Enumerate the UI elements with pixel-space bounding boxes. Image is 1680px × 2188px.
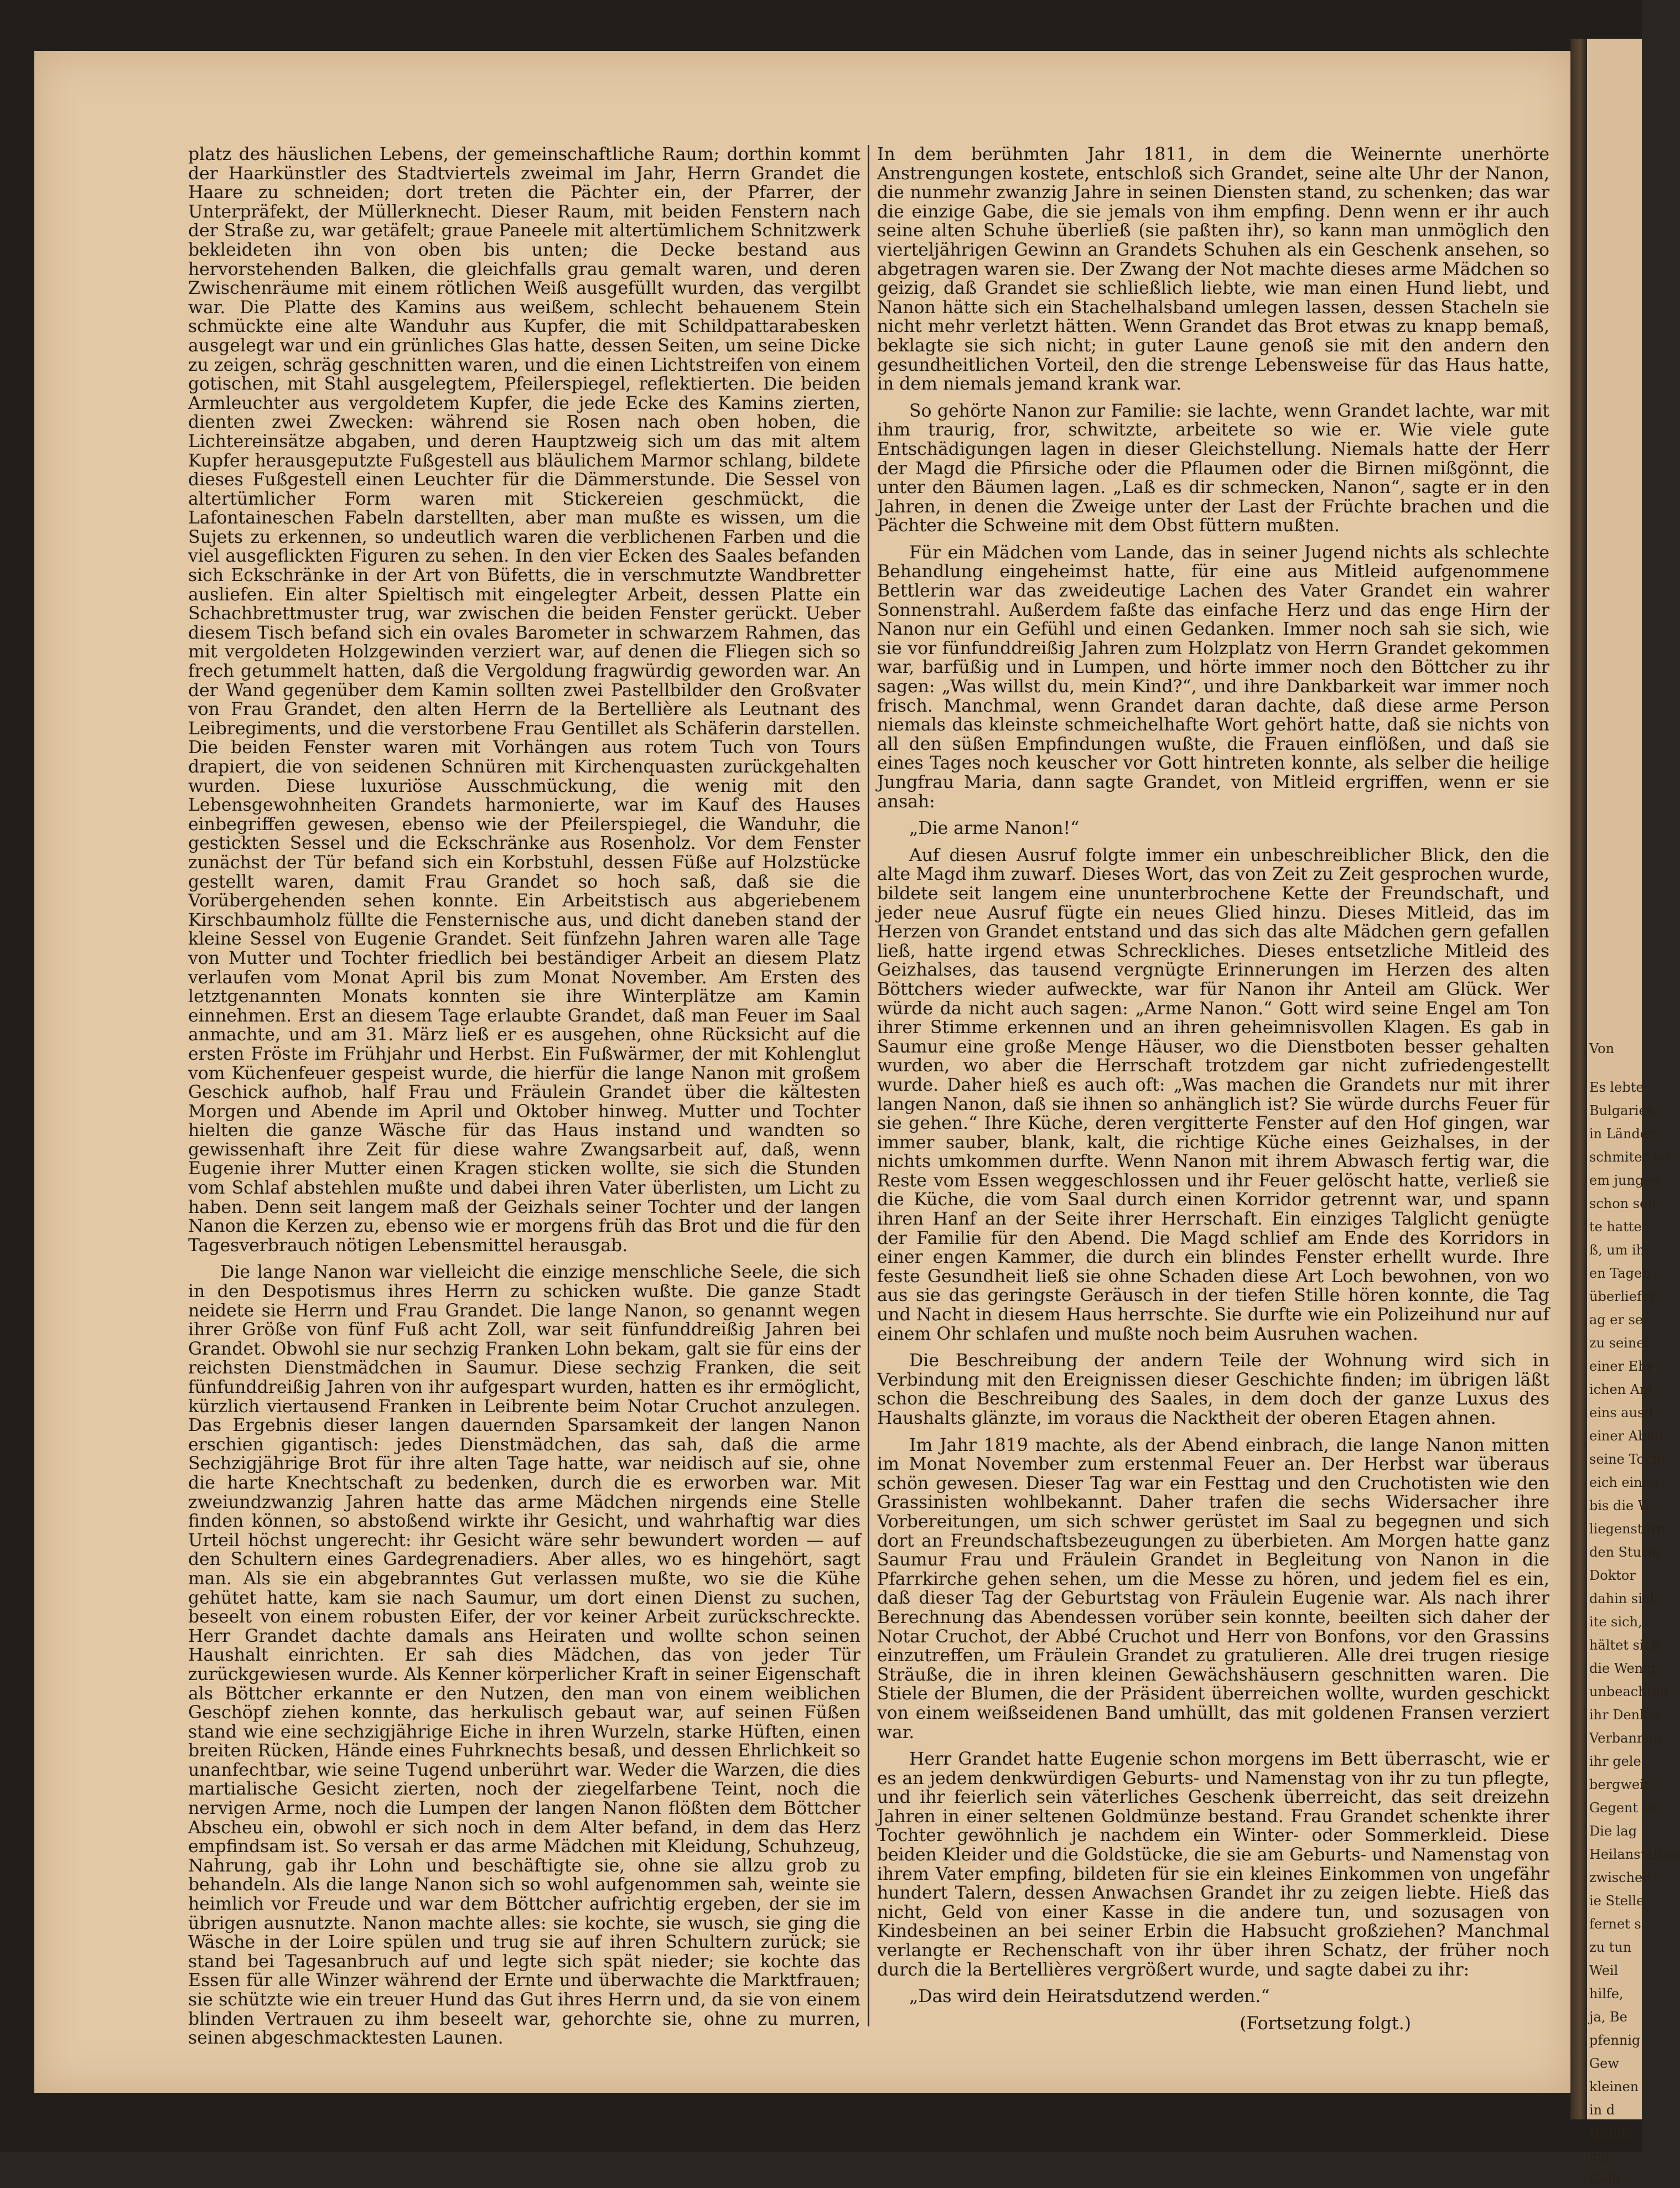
adjacent-page-fragment: ihr gele (1589, 1754, 1641, 1769)
paragraph: Im Jahr 1819 machte, als der Abend einbrach, die lange Nanon mitten im Monat November zum erstenmal Feuer an. Der Herbst war überaus schön gewesen. Dieser Tag war ein Festtag und den Cruchotisten wie den Grassinisten wohlbekannt. Daher trafen die sechs Widersacher ihre Vorbereitungen, um sich schwer gerüstet im Saal zu begegnen und sich dort an Freundschaftsbezeugungen zu überbieten. Am Morgen hatte ganz Saumur Frau und Fräulein Grandet in Begleitung von Nanon in die Pfarrkirche gehen sehen, um die Messe zu hören, und jedem fiel es ein, daß dieser Tag der Geburtstag von Fräulein Eugenie war. Als nach ihrer Berechnung das Abendessen vorüber sein konnte, beeilten sich daher der Notar Cruchot, der Abbé Cruchot und Herr von Bonfons, vor den Grassins einzutreffen, um Fräulein Grandet zu gratulieren. Alle drei trugen riesige Sträuße, die in ihren kleinen Gewächshäusern geschnitten waren. Die Stiele der Blumen, die der Präsident überreichen wollte, wurden geschickt von einem weißseidenen Band umhüllt, das mit goldenen Fransen verziert war. (877, 1435, 1549, 1743)
adjacent-page-fragment: bis die W (1589, 1498, 1652, 1513)
paragraph: Auf diesen Ausruf folgte immer ein unbeschreiblicher Blick, den die alte Magd ihm zuwarf. Dieses Wort, das von Zeit zu Zeit gesprochen wurde, bildete seit langem eine ununterbrochene Kette der Freundschaft, und jeder neue Ausruf fügte ein neues Glied hinzu. Dieses Mitleid, das im Herzen von Grandet entstand und das sich das alte Mädchen gern gefallen ließ, hatte irgend etwas Schreckliches. Dieses entsetzliche Mitleid des Geizhalses, das tausend vergnügte Erinnerungen im Herzen des alten Böttchers wieder aufweckte, war für Nanon ihr Anteil am Glück. Wer würde da nicht auch sagen: „Arme Nanon.“ Gott wird seine Engel am Ton ihrer Stimme erkennen und an ihren geheimnisvollen Klagen. Es gab in Saumur eine große Menge Häuser, wo die Dienstboten besser gehalten wurden, wo aber die Herrschaft trotzdem gar nicht zufriedengestellt wurde. Daher hieß es auch oft: „Was machen die Grandets nur mit ihrer langen Nanon, daß sie ihnen so anhänglich ist? Sie würde durchs Feuer für sie gehen.“ Ihre Küche, deren vergitterte Fenster auf den Hof gingen, war immer sauber, blank, kalt, die richtige Küche eines Geizhalses, in der nichts umkommen durfte. Wenn Nanon mit ihrem Abwasch fertig war, die Reste vom Essen weggeschlossen und ihr Feuer gelöscht hatte, verließ sie die Küche, die vom Saal durch einen Korridor getrennt war, und spann ihren Hanf an der Seite ihrer Herrschaft. Ein einziges Talglicht genügte der Familie für den Abend. Die Magd schlief am Ende des Korridors in einer engen Kammer, die durch ein blindes Fenster erhellt wurde. Ihre feste Gesundheit ließ sie ohne Schaden diese Art Loch bewohnen, von wo aus sie das geringste Geräusch in der tiefen Stille hören konnte, die Tag und Nacht in diesem Haus herrschte. Sie durfte wie ein Polizeihund nur auf einem Ohr schlafen und mußte noch beim Ausruhen wachen. (877, 845, 1549, 1344)
adjacent-page-fragment: ie Stelle (1589, 1893, 1645, 1909)
adjacent-page-fragment: ite sich, (1589, 1614, 1642, 1630)
quote-line: „Das wird dein Heiratsdutzend werden.“ (909, 1987, 1270, 2007)
adjacent-page-fragment: Es lebte (1589, 1080, 1644, 1095)
adjacent-page-fragment: ß, um ih (1589, 1242, 1645, 1258)
adjacent-page-fragment: eins ausfi (1589, 1405, 1653, 1420)
paragraph: Herr Grandet hatte Eugenie schon morgens im Bett überrascht, wie er es an jedem denkwürdigen Geburts- und Namenstag von ihr zu tun pflegte, und ihr feierlich sein väterliches Geschenk überreicht, das seit dreizehn Jahren in einer seltenen Goldmünze bestand. Frau Grandet schenkte ihrer Tochter gewöhnlich je nachdem ein Winter- oder Sommerkleid. Diese beiden Kleider und die Goldstücke, die sie am Geburts- und Namenstag von ihrem Vater empfing, bildeten für sie ein kleines Einkommen von ungefähr hundert Talern, dessen Anwachsen Grandet ihr zu zeigen liebte. Hieß das nicht, Geld von einer Kasse in die andere tun, und sozusagen von Kindesbeinen an bei seiner Erbin die Habsucht großziehen? Manchmal verlangte er Rechenschaft von ihr über ihren Schatz, der früher noch durch die la Bertellières vergrößert wurde, und sagte dabei zu ihr: (877, 1749, 1549, 1980)
paragraph: So gehörte Nanon zur Familie: sie lachte, wenn Grandet lachte, war mit ihm traurig, fror, schwitzte, arbeitete so wie er. Wie viele gute Entschädigungen lagen in dieser Gleichstellung. Niemals hatte der Herr der Magd die Pfirsiche oder die Pflaumen oder die Birnen mißgönnt, die unter den Bäumen lagen. „Laß es dir schmecken, Nanon“, sagte er in den Jahren, in denen die Zweige unter der Last der Früchte brachen und die Pächter die Schweine mit dem Obst füttern mußten. (877, 401, 1549, 536)
adjacent-page-fragment: den Sturm (1589, 1544, 1661, 1560)
adjacent-page-fragment: Bulgarien (1589, 1103, 1656, 1118)
adjacent-page-fragment: schmiter no (1589, 1149, 1669, 1165)
adjacent-page-fragment: seine Tocht (1589, 1451, 1666, 1467)
adjacent-page-fragment: pfennig (1589, 2033, 1641, 2048)
adjacent-page-fragment: die Wenig (1589, 1661, 1656, 1676)
adjacent-page-fragment: Gegent es (1589, 1800, 1657, 1816)
adjacent-page-fragment: Die lag (1589, 1823, 1637, 1839)
adjacent-page-fragment: unbeachten (1589, 1684, 1668, 1699)
adjacent-page-fragment: fernet s (1589, 1916, 1641, 1932)
adjacent-page-strip (1587, 39, 1680, 2187)
adjacent-page-fragment: kleinen (1589, 2079, 1639, 2094)
adjacent-page-fragment: ja, Be (1589, 2009, 1627, 2025)
adjacent-page-fragment: liegenstern (1589, 1521, 1666, 1537)
adjacent-page-fragment: zu tun (1589, 1940, 1632, 1955)
paragraph: Die lange Nanon war vielleicht die einzige menschliche Seele, die sich in den Despotismus ihres Herrn zu schicken wußte. Die ganze Stadt neidete sie Herrn und Frau Grandet. Die lange Nanon, so genannt wegen ihrer Größe von fünf Fuß acht Zoll, war seit fünfunddreißig Jahren bei Grandet. Obwohl sie nur sechzig Franken Lohn bekam, galt sie für eins der reichsten Dienstmädchen in Saumur. Diese sechzig Franken, die seit fünfunddreißig Jahren von ihr aufgespart wurden, hatten es ihr ermöglicht, kürzlich viertausend Franken in Leibrente beim Notar Cruchot anzulegen. Das Ergebnis dieser langen dauernden Sparsamkeit der langen Nanon erschien gigantisch: jedes Dienstmädchen, das sah, daß die arme Sechzigjährige Brot für ihre alten Tage hatte, war neidisch auf sie, ohne die harte Knechtschaft zu bedenken, durch die es erworben war. Mit zweiundzwanzig Jahren hatte das arme Mädchen nirgends eine Stelle finden können, so abstoßend wirkte ihr Gesicht, und wahrhaftig war dies Urteil höchst ungerecht: ihr Gesicht wäre sehr bewundert worden — auf den Schultern eines Gardegrenadiers. Aber alles, wo es hingehört, sagt man. Als sie ein abgebranntes Gut verlassen mußte, wo sie die Kühe gehütet hatte, kam sie nach Saumur, um dort einen Dienst zu suchen, beseelt von einem robusten Eifer, der vor keiner Arbeit zurückschreckte. Herr Grandet dachte damals ans Heiraten und wollte schon seinen Haushalt einrichten. Er sah dies Mädchen, das von jeder Tür zurückgewiesen wurde. Als Kenner körperlicher Kraft in seiner Eigenschaft als Böttcher erkannte er den Nutzen, den man von einem weiblichen Geschöpf ziehen konnte, das herkulisch gebaut war, auf seinen Füßen stand wie eine sechzigjährige Eiche in ihren Wurzeln, starke Hüften, einen breiten Rücken, Hände eines Fuhrknechts besaß, und dessen Ehrlichkeit so unanfechtbar, wie seine Tugend unberührt war. Weder die Warzen, die dies martialische Gesicht zierten, noch der ziegelfarbene Teint, noch die nervigen Arme, noch die Lumpen der langen Nanon flößten dem Böttcher Abscheu ein, obwohl er sich noch in dem Alter befand, in dem das Herz empfindsam ist. So versah er das arme Mädchen mit Kleidung, Schuhzeug, Nahrung, gab ihr Lohn und beschäftigte sie, ohne sie allzu grob zu behandeln. Als die lange Nanon sich so wohl aufgenommen sah, weinte sie heimlich vor Freude und war dem Böttcher aufrichtig ergeben, der sie im übrigen ausnutzte. Nanon machte alles: sie kochte, sie wusch, sie ging die Wäsche in der Loire spülen und trug sie auf ihren Schultern zurück; sie stand bei Tagesanbruch auf und legte sich spät nieder; sie kochte das Essen für alle Winzer während der Ernte und überwachte die Marktfrauen; sie schützte wie ein treuer Hund das Gut ihres Herrn und, da sie von einem blinden Vertrauen zu ihm beseelt war, gehorchte sie, ohne zu murren, seinen abgeschmacktesten Launen. (188, 1262, 860, 2049)
adjacent-page-fragment: bergwein (1589, 1777, 1653, 1792)
adjacent-page-fragment: Verbannen (1589, 1730, 1662, 1746)
adjacent-page-fragment: Gew (1589, 2056, 1619, 2071)
adjacent-page-fragment: einer Abler (1589, 1428, 1665, 1444)
adjacent-page-fragment: Hände (1589, 2125, 1634, 2141)
adjacent-page-fragment: Von (1589, 1041, 1615, 1056)
adjacent-page-fragment: in Länder (1589, 1126, 1655, 1142)
adjacent-page-fragment: ihr Denker (1589, 1707, 1662, 1723)
page-gutter (1570, 39, 1587, 2119)
adjacent-page-fragment: dahin sich (1589, 1591, 1658, 1606)
adjacent-page-fragment: ich (1589, 2149, 1610, 2164)
adjacent-page-fragment: Gelb (1589, 2172, 1621, 2187)
continued-note: (Fortsetzung folgt.) (1240, 2013, 1411, 2034)
article-column-right (877, 144, 1549, 2034)
paragraph: Für ein Mädchen vom Lande, das in seiner Jugend nichts als schlechte Behandlung eingeheimst hatte, für eine aus Mitleid aufgenommene Bettlerin war das zweideutige Lachen des Vater Grandet ein wahrer Sonnenstrahl. Außerdem faßte das einfache Herz und das enge Hirn der Nanon nur ein Gefühl und einen Gedanken. Immer noch sah sie sich, wie sie vor fünfunddreißig Jahren zum Holzplatz von Herrn Grandet gekommen war, barfüßig und in Lumpen, und hörte immer noch den Böttcher zu ihr sagen: „Was willst du, mein Kind?“, und ihre Dankbarkeit war immer noch frisch. Manchmal, wenn Grandet daran dachte, daß diese arme Person niemals das kleinste schmeichelhafte Wort gehört hatte, daß sie nichts von all den süßen Empfindungen wußte, die Frauen einflößen, und daß sie eines Tages noch keuscher vor Gott hintreten konnte, als selber die heilige Jungfrau Maria, dann sagte Grandet, von Mitleid ergriffen, wenn er sie ansah: (877, 542, 1549, 812)
paragraph: platz des häuslichen Lebens, der gemeinschaftliche Raum; dorthin kommt der Haarkünstler des Stadtviertels zweimal im Jahr, Herrn Grandet die Haare zu schneiden; dort treten die Pächter ein, der Pfarrer, der Unterpräfekt, der Müllerknecht. Dieser Raum, mit beiden Fenstern nach der Straße zu, war getäfelt; graue Paneele mit altertümlichem Schnitzwerk bekleideten ihn von oben bis unten; die Decke bestand aus hervorstehenden Balken, die gleichfalls grau gemalt waren, und deren Zwischenräume mit einem rötlichen Weiß ausgefüllt wurden, das vergilbt war. Die Platte des Kamins aus weißem, schlecht behauenem Stein schmückte eine alte Wanduhr aus Kupfer, die mit Schildpattarabesken ausgelegt war und ein grünliches Glas hatte, dessen Seiten, um seine Dicke zu zeigen, schräg geschnitten waren, und die einen Lichtstreifen von einem gotischen, mit Stahl ausgelegtem, Pfeilerspiegel, reflektierten. Die beiden Armleuchter aus vergoldetem Kupfer, die jede Ecke des Kamins zierten, dienten zwei Zwecken: während sie Rosen nach oben hoben, die Lichtereinsätze abgaben, und deren Hauptzweig sich um das mit altem Kupfer herausgeputzte Fußgestell aus bläulichem Marmor schlang, bildete dieses Fußgestell einen Leuchter für die Dämmerstunde. Die Sessel von altertümlicher Form waren mit Stickereien geschmückt, die Lafontaineschen Fabeln darstellten, aber man mußte es wissen, um die Sujets zu erkennen, so undeutlich waren die verblichenen Farben und die viel ausgeflickten Figuren zu sehen. In den vier Ecken des Saales befanden sich Eckschränke in der Art von Büfetts, die in verschmutzte Wandbretter ausliefen. Ein alter Spieltisch mit eingelegter Arbeit, dessen Platte ein Schachbrettmuster trug, war zwischen die beiden Fenster gerückt. Ueber diesem Tisch befand sich ein ovales Barometer in schwarzem Rahmen, das mit vergoldeten Holzgewinden verziert war, auf denen die Fliegen sich so frech getummelt hatten, daß die Vergoldung fragwürdig geworden war. An der Wand gegenüber dem Kamin sollten zwei Pastellbilder den Großvater von Frau Grandet, den alten Herrn de la Bertellière als Leutnant des Leibregiments, und die verstorbene Frau Gentillet als Schäferin darstellen. Die beiden Fenster waren mit Vorhängen aus rotem Tuch von Tours drapiert, die von seidenen Schnüren mit Kirchenquasten zurückgehalten wurden. Diese luxuriöse Ausschmückung, die wenig mit den Lebensgewohnheiten Grandets harmonierte, war im Kauf des Hauses einbegriffen gewesen, ebenso wie der Pfeilerspiegel, die Wanduhr, die gestickten Sessel und die Eckschränke aus Rosenholz. Vor dem Fenster zunächst der Tür befand sich ein Korbstuhl, dessen Füße auf Holzstücke gestellt waren, damit Frau Grandet so hoch saß, daß sie die Vorübergehenden sehen konnte. Ein Arbeitstisch aus abgeriebenem Kirschbaumholz füllte die Fensternische aus, und dicht daneben stand der kleine Sessel von Eugenie Grandet. Seit fünfzehn Jahren waren alle Tage von Mutter und Tochter friedlich bei beständiger Arbeit an diesem Platz verlaufen vom Monat April bis zum Monat November. Am Ersten des letztgenannten Monats konnten sie ihre Winterplätze am Kamin einnehmen. Erst an diesem Tage erlaubte Grandet, daß man Feuer im Saal anmachte, und am 31. März ließ er es ausgehen, ohne Rücksicht auf die ersten Fröste im Frühjahr und Herbst. Ein Fußwärmer, der mit Kohlenglut vom Küchenfeuer gespeist wurde, die hierfür die lange Nanon mit großem Geschick aufhob, half Frau und Fräulein Grandet über die kältesten Morgen und Abende im April und Oktober hinweg. Mutter und Tochter hielten die ganze Wäsche für das Haus instand und wandten so gewissenhaft ihre Zeit für diese wahre Zwangsarbeit auf, daß, wenn Eugenie ihrer Mutter einen Kragen sticken wollte, sie sich die Stunden vom Schlaf abstehlen mußte und dabei ihren Vater überlisten, um Licht zu haben. Denn seit langem maß der Geizhals seiner Tochter und der langen Nanon die Kerzen zu, ebenso wie er morgens früh das Brot und die für den Tagesverbrauch nötigen Lebensmittel herausgab. (188, 144, 860, 1256)
paragraph: Die Beschreibung der andern Teile der Wohnung wird sich in Verbindung mit den Ereignissen dieser Geschichte finden; im übrigen läßt schon die Beschreibung des Saales, in dem doch der ganze Luxus des Haushalts glänzte, im voraus die Nacktheit der oberen Etagen ahnen. (877, 1351, 1549, 1428)
adjacent-page-fragment: in d (1589, 2102, 1615, 2118)
adjacent-page-fragment: zwischen (1589, 1870, 1651, 1885)
paragraph: In dem berühmten Jahr 1811, in dem die Weinernte unerhörte Anstrengungen kostete, entschloß sich Grandet, seine alte Uhr der Nanon, die nunmehr zwanzig Jahre in seinen Diensten stand, zu schenken; das war die einzige Gabe, die sie jemals von ihm empfing. Denn wenn er ihr auch seine alten Schuhe überließ (sie paßten ihr), so kann man unmöglich den vierteljährigen Gewinn an Grandets Schuhen als ein Geschenk ansehen, so abgetragen waren sie. Der Zwang der Not machte dieses arme Mädchen so geizig, daß Grandet sie schließlich liebte, wie man einen Hund liebt, und Nanon hätte sich ein Stachelhalsband umlegen lassen, dessen Stacheln sie nicht mehr verletzt hätten. Wenn Grandet das Brot etwas zu knapp bemaß, beklagte sie sich nicht; in guter Laune genoß sie mit den andern den gesundheitlichen Vorteil, den die strenge Lebensweise für das Haus hatte, in dem niemals jemand krank war. (877, 144, 1549, 395)
adjacent-page-fragment: eich einen (1589, 1475, 1659, 1490)
adjacent-page-fragment: Weil (1589, 1963, 1619, 1978)
adjacent-page-fragment: Doktor (1589, 1568, 1636, 1583)
adjacent-page-fragment: einer Ehr (1589, 1359, 1653, 1374)
adjacent-page-fragment: hältet sich (1589, 1637, 1660, 1653)
adjacent-page-fragment: hilfe, (1589, 1986, 1624, 2002)
quote-line: „Die arme Nanon!“ (909, 818, 1080, 839)
adjacent-page-fragment: schon seit (1589, 1196, 1657, 1211)
adjacent-page-fragment: em jungen (1589, 1173, 1660, 1188)
adjacent-page-fragment: en Tagen (1589, 1266, 1651, 1281)
adjacent-page-fragment: ichen Ant (1589, 1382, 1654, 1397)
column-divider (868, 145, 869, 2026)
article-column-left (188, 144, 860, 2049)
adjacent-page-fragment: Heilanstalten (1589, 1847, 1680, 1862)
adjacent-page-fragment: ag er se (1589, 1312, 1643, 1328)
adjacent-page-fragment: überliefer (1589, 1289, 1656, 1304)
adjacent-page-fragment: zu seiner (1589, 1335, 1651, 1351)
adjacent-page-fragment: te hatte (1589, 1219, 1642, 1235)
